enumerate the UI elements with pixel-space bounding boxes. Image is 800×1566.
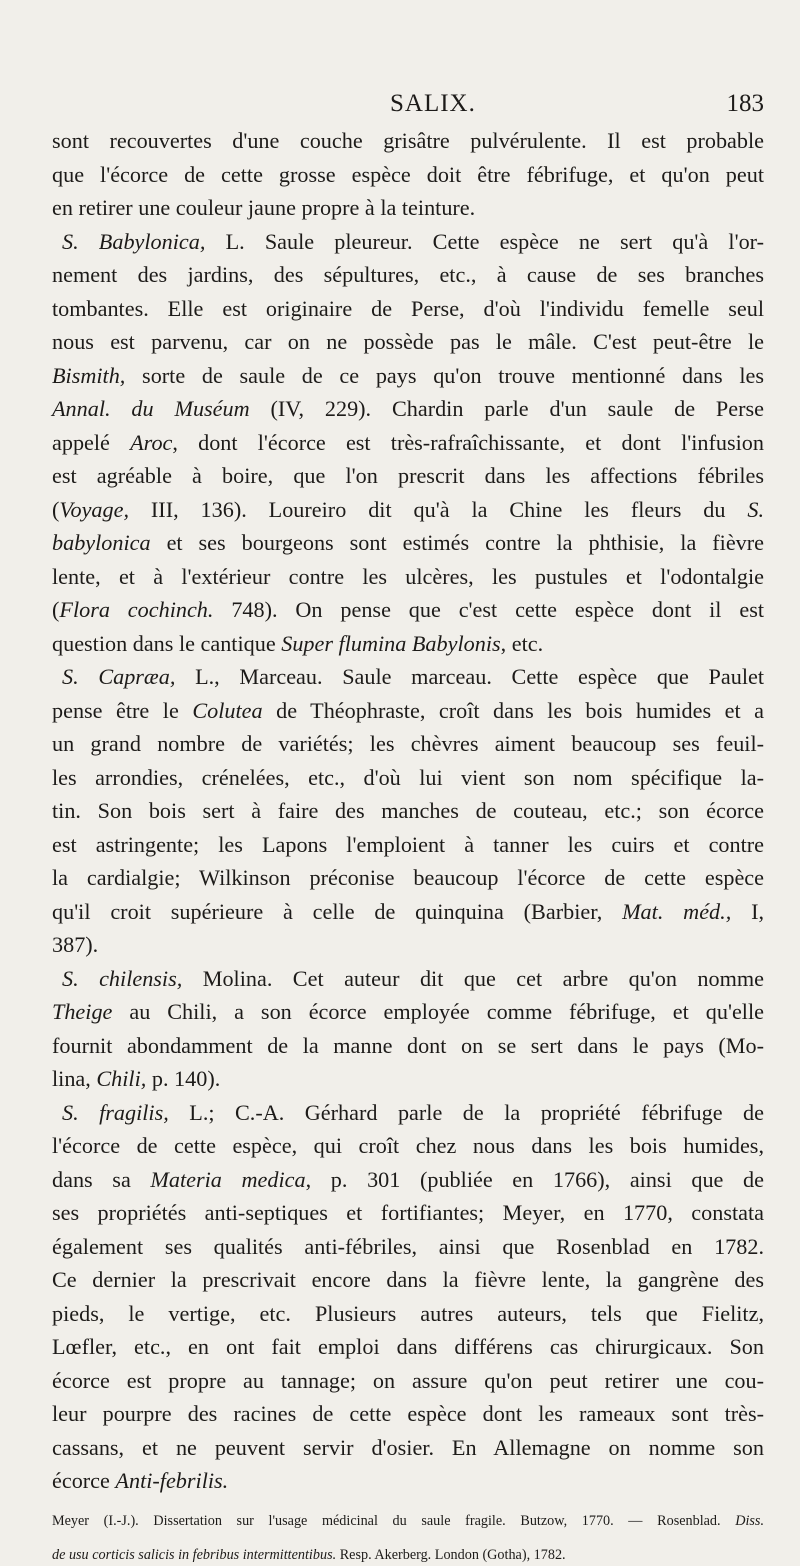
text-run: que l'écorce de cette grosse espèce doit être fébrifuge, et qu'on peut	[52, 161, 764, 187]
text-run: cassans, et ne peuvent servir d'osier. En Allemagne on nomme son	[52, 1434, 764, 1460]
paragraph-p-fragilis	[52, 1096, 764, 1498]
text-line	[52, 895, 764, 929]
text-run: pieds, le vertige, etc. Plusieurs autres auteurs, tels que Fielitz,	[52, 1300, 764, 1326]
text-run: sorte de saule de ce pays qu'on trouve mentionné dans les	[125, 362, 764, 388]
text-run: également ses qualités anti-fébriles, ainsi que Rosenblad en 1782.	[52, 1233, 764, 1259]
text-run: Ce dernier la prescrivait encore dans la fièvre lente, la gangrène des	[52, 1267, 764, 1292]
text-line	[52, 459, 764, 493]
italic-run: S.	[747, 496, 764, 522]
italic-run: Flora cochinch.	[59, 597, 214, 622]
text-run: question dans le cantique	[52, 630, 282, 656]
italic-run: Super flumina Babylonis	[281, 630, 501, 656]
body-text	[52, 124, 764, 1498]
text-run: leur pourpre des racines de cette espèce dont les rameaux sont très-	[52, 1401, 764, 1426]
text-line	[52, 560, 764, 594]
text-run: écorce est propre au tannage; on assure qu'on peut retirer une cou-	[52, 1367, 764, 1393]
italic-run: S. fragilis,	[62, 1099, 169, 1125]
text-run: nement des jardins, des sépultures, etc., à cause de ses branches	[52, 262, 764, 287]
running-title: SALIX.	[390, 90, 476, 117]
text-line	[52, 1364, 764, 1398]
text-line	[52, 1230, 764, 1264]
text-line	[52, 191, 764, 225]
text-run: (	[52, 597, 60, 622]
text-line	[52, 1297, 764, 1331]
text-line	[52, 426, 764, 460]
paragraph-p-cont	[52, 124, 764, 225]
italic-run: Voyage,	[59, 496, 130, 522]
text-run: sont recouvertes d'une couche grisâtre pulvérulente. Il est probable	[52, 128, 764, 153]
text-run: qu'il croit supérieure à celle de quinquina (Barbier,	[52, 898, 623, 924]
text-run: L. Saule pleureur. Cette espèce ne sert qu'à l'or-	[205, 228, 765, 254]
italic-run: Theige	[52, 999, 113, 1024]
footnote-line	[52, 1544, 764, 1566]
text-line	[52, 292, 764, 326]
text-line	[52, 359, 764, 393]
text-run: les arrondies, crénelées, etc., d'où lui vient son nom spécifique la-	[52, 764, 764, 790]
text-line	[52, 694, 764, 728]
paragraph-p-babylonica	[52, 225, 764, 661]
text-line	[52, 828, 764, 862]
text-run: et ses bourgeons sont estimés contre la phthisie, la fièvre	[150, 530, 764, 555]
text-run: un grand nombre de variétés; les chèvres aiment beaucoup ses feuil-	[52, 731, 764, 756]
italic-run: Aroc	[130, 429, 173, 455]
text-line	[52, 995, 764, 1029]
text-line	[52, 1431, 764, 1465]
text-run: tin. Son bois sert à faire des manches de couteau, etc.; son écorce	[52, 798, 764, 823]
text-run: appelé	[52, 429, 131, 455]
text-run: en retirer une couleur jaune propre à la teinture.	[52, 195, 476, 220]
text-run: tombantes. Elle est originaire de Perse, d'où l'individu femelle seul	[52, 295, 764, 321]
text-line	[52, 1263, 764, 1297]
text-run: de Théophraste, croît dans les bois humides et a	[262, 697, 764, 723]
text-line	[52, 1096, 764, 1130]
text-run: Resp. Akerberg. London (Gotha), 1782.	[336, 1546, 566, 1563]
text-run: fournit abondamment de la manne dont on se sert dans le pays (Mo-	[52, 1032, 764, 1058]
text-line	[52, 1397, 764, 1431]
italic-run: Mat. méd.,	[622, 898, 732, 924]
footnote-line	[52, 1510, 764, 1532]
italic-run: de usu corticis salicis in febribus intermittentibus.	[52, 1546, 337, 1563]
text-line	[52, 1062, 764, 1096]
footnote	[52, 1510, 764, 1566]
text-line	[52, 660, 764, 694]
text-run: L.; C.-A. Gérhard parle de la propriété fébrifuge de	[168, 1099, 764, 1125]
text-line	[52, 593, 764, 627]
italic-run: Anti-febrilis.	[115, 1468, 229, 1493]
text-line	[52, 158, 764, 192]
page-header	[52, 84, 764, 124]
italic-run: babylonica	[52, 530, 151, 555]
text-run: au Chili, a son écorce employée comme fébrifuge, et qu'elle	[112, 999, 764, 1024]
text-line	[52, 526, 764, 560]
text-line	[52, 962, 764, 996]
text-line	[52, 1330, 764, 1364]
text-run: (IV, 229). Chardin parle d'un saule de Perse	[249, 396, 764, 421]
text-run: pense être le	[52, 697, 193, 723]
text-run: ses propriétés anti-septiques et fortifiantes; Meyer, en 1770, constata	[52, 1200, 764, 1225]
text-run: 387).	[52, 932, 99, 957]
text-run: I,	[731, 898, 764, 924]
italic-run: S. Babylonica,	[62, 228, 206, 254]
text-line	[52, 627, 764, 661]
text-run: est agréable à boire, que l'on prescrit dans les affections fébriles	[52, 463, 764, 488]
text-run: L., Marceau. Saule marceau. Cette espèce que Paulet	[175, 664, 764, 689]
text-run: p. 140).	[146, 1066, 221, 1091]
text-run: écorce	[52, 1468, 116, 1493]
text-run: lente, et à l'extérieur contre les ulcères, les pustules et l'odontalgie	[52, 563, 764, 589]
text-line	[52, 761, 764, 795]
text-run: l'écorce de cette espèce, qui croît chez nous dans les bois humides,	[52, 1133, 764, 1158]
text-line	[52, 225, 764, 259]
page-number: 183	[726, 90, 764, 117]
text-line	[52, 727, 764, 761]
text-line	[52, 493, 764, 527]
text-run: dans sa	[52, 1166, 151, 1192]
text-run: la cardialgie; Wilkinson préconise beaucoup l'écorce de cette espèce	[52, 865, 764, 890]
italic-run: S. chilensis,	[62, 965, 183, 991]
italic-run: Materia medica	[150, 1166, 306, 1192]
text-line	[52, 1163, 764, 1197]
text-line	[52, 861, 764, 895]
text-line	[52, 325, 764, 359]
text-line	[52, 1196, 764, 1230]
paragraph-p-caprea	[52, 660, 764, 962]
text-run: Meyer (I.-J.). Dissertation sur l'usage médicinal du saule fragile. Butzow, 1770. — Rosenblad.	[52, 1512, 736, 1529]
text-run: est astringente; les Lapons l'emploient à tanner les cuirs et contre	[52, 831, 764, 857]
text-run: (	[52, 496, 60, 522]
italic-run: S. Capræa,	[62, 664, 176, 689]
text-run: , etc.	[500, 630, 544, 656]
italic-run: Diss.	[735, 1512, 764, 1529]
text-line	[52, 794, 764, 828]
text-run: nous est parvenu, car on ne possède pas le mâle. C'est peut-être le	[52, 329, 764, 354]
text-line	[52, 928, 764, 962]
italic-run: Annal. du Muséum	[52, 396, 250, 421]
text-line	[52, 1029, 764, 1063]
text-line	[52, 392, 764, 426]
text-run: III, 136). Loureiro dit qu'à la Chine les fleurs du	[129, 496, 748, 522]
italic-run: Colutea	[192, 697, 263, 723]
text-line	[52, 1464, 764, 1498]
text-line	[52, 124, 764, 158]
italic-run: Bismith,	[52, 362, 126, 388]
text-run: 748). On pense que c'est cette espèce dont il est	[213, 597, 764, 622]
text-run: Molina. Cet auteur dit que cet arbre qu'on nomme	[182, 965, 764, 991]
text-line	[52, 258, 764, 292]
text-run: , dont l'écorce est très-rafraîchissante, et dont l'infusion	[172, 429, 764, 455]
text-run: Lœfler, etc., en ont fait emploi dans différens cas chirurgicaux. Son	[52, 1334, 764, 1359]
text-run: lina,	[52, 1066, 97, 1091]
text-run: , p. 301 (publiée en 1766), ainsi que de	[305, 1166, 764, 1192]
text-line	[52, 1129, 764, 1163]
paragraph-p-chilensis	[52, 962, 764, 1096]
italic-run: Chili,	[96, 1066, 147, 1091]
